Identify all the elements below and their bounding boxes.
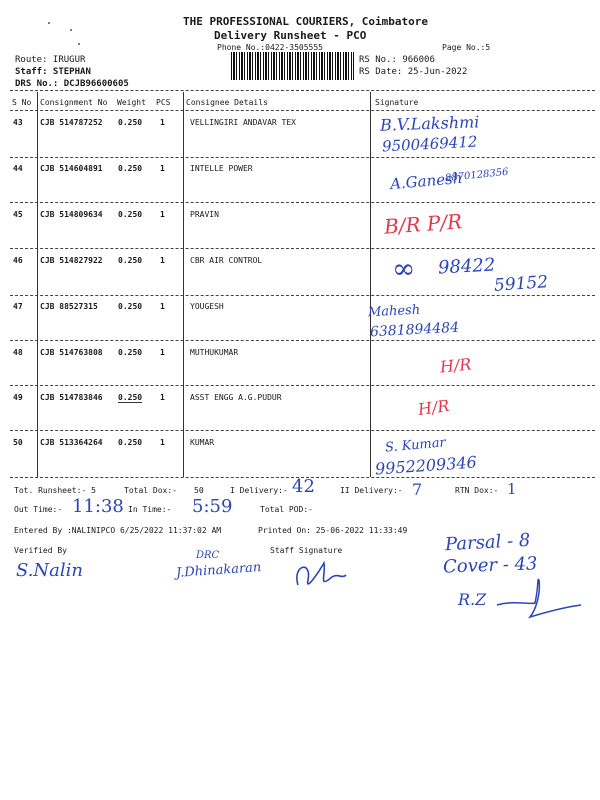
row-weight: 0.250 — [118, 348, 143, 357]
row-consignment: CJB 514604891 — [40, 164, 103, 173]
row-signature-phone: 59152 — [493, 272, 549, 296]
verified-signature: S.Nalin — [16, 560, 83, 581]
row-signature-phone: 9952209346 — [374, 452, 478, 479]
verified-by-label: Verified By — [14, 546, 67, 555]
drc-signature: DRC — [196, 550, 220, 561]
row-sno: 46 — [13, 256, 23, 265]
header-rule — [10, 110, 595, 111]
row-pcs: 1 — [160, 302, 165, 311]
company-name: THE PROFESSIONAL COURIERS, Coimbatore — [183, 15, 429, 28]
row-signature: H/R — [439, 354, 473, 377]
row-consignment: CJB 514809634 — [40, 210, 103, 219]
row-signature-phone: 8870128356 — [444, 166, 510, 185]
row-rule — [10, 295, 595, 296]
col-pcs: PCS — [156, 98, 171, 107]
row-consignee: KUMAR — [190, 438, 215, 447]
col-signature: Signature — [375, 98, 419, 107]
row-sno: 44 — [13, 164, 23, 173]
cover-count-note: Cover - 43 — [442, 553, 538, 578]
row-weight: 0.250 — [118, 164, 143, 173]
row-pcs: 1 — [160, 210, 165, 219]
row-sno: 45 — [13, 210, 23, 219]
in-time-label: In Time:- — [128, 505, 172, 514]
col-divider — [37, 92, 38, 477]
row-signature: S. Kumar — [384, 435, 447, 456]
col-weight: Weight — [117, 98, 146, 107]
row-rule — [10, 385, 595, 386]
entered-by: Entered By :NALINIPCO 6/25/2022 11:37:02 AM — [14, 526, 222, 535]
table-top-rule — [10, 90, 595, 91]
row-consignee: ASST ENGG A.G.PUDUR — [190, 393, 282, 402]
row-pcs: 1 — [160, 164, 165, 173]
rs-number: RS No.: 966006 — [359, 55, 435, 65]
phone-number: Phone No.:0422-3505555 — [217, 43, 323, 52]
page-number: Page No.:5 — [442, 43, 491, 52]
row-consignment: CJB 514827922 — [40, 256, 103, 265]
ii-delivery-label: II Delivery:- — [340, 486, 403, 495]
out-time-label: Out Time:- — [14, 505, 63, 514]
total-runsheet: Tot. Runsheet:- 5 — [14, 486, 96, 495]
receiver-initials: R.Z — [458, 590, 487, 609]
rs-date: RS Date: 25-Jun-2022 — [359, 67, 468, 77]
drc-name-signature: J.Dhinakaran — [175, 560, 262, 581]
row-consignee: MUTHUKUMAR — [190, 348, 239, 357]
row-consignee: CBR AIR CONTROL — [190, 256, 263, 265]
row-signature: B.V.Lakshmi — [379, 112, 480, 135]
i-delivery-value: 42 — [292, 476, 315, 497]
signature-scribble: ∞ — [392, 252, 416, 285]
row-signature-phone: 9500469412 — [381, 132, 478, 156]
row-consignment: CJB 514787252 — [40, 118, 103, 127]
in-time-value: 5:59 — [192, 496, 233, 517]
row-consignee: PRAVIN — [190, 210, 219, 219]
document-title: Delivery Runsheet - PCO — [214, 29, 367, 42]
row-rule — [10, 157, 595, 158]
row-consignment: CJB 513364264 — [40, 438, 103, 447]
total-pod-label: Total POD:- — [260, 505, 313, 514]
row-rule — [10, 202, 595, 203]
row-sno: 43 — [13, 118, 23, 127]
row-weight: 0.250 — [118, 256, 143, 265]
row-consignment: CJB 514763808 — [40, 348, 103, 357]
row-signature: Mahesh — [367, 302, 421, 321]
row-pcs: 1 — [160, 348, 165, 357]
scan-speck — [70, 29, 72, 31]
row-weight: 0.250 — [118, 210, 143, 219]
row-rule — [10, 248, 595, 249]
col-consignee: Consignee Details — [186, 98, 268, 107]
row-sno: 49 — [13, 393, 23, 402]
row-signature-phone: 6381894484 — [369, 319, 460, 341]
row-consignee: YOUGESH — [190, 302, 224, 311]
row-pcs: 1 — [160, 438, 165, 447]
row-signature: B/R P/R — [383, 209, 463, 239]
row-weight: 0.250 — [118, 393, 143, 402]
barcode — [231, 52, 354, 80]
rtn-dox-value: 1 — [507, 480, 517, 498]
row-rule — [10, 340, 595, 341]
row-sno: 47 — [13, 302, 23, 311]
i-delivery-label: I Delivery:- — [230, 486, 288, 495]
col-consignment: Consignment No — [40, 98, 108, 107]
staff-signature-label: Staff Signature — [270, 546, 343, 555]
row-signature: A.Ganesh — [389, 168, 464, 194]
parcel-count-note: Parsal - 8 — [444, 529, 531, 556]
col-divider — [370, 92, 371, 477]
drs-number: DRS No.: DCJB96600605 — [15, 79, 129, 89]
col-divider — [183, 92, 184, 477]
total-dox-label: Total Dox:- — [124, 486, 177, 495]
row-sno: 48 — [13, 348, 23, 357]
row-consignment: CJB 514783846 — [40, 393, 103, 402]
route-label: Route: IRUGUR — [15, 55, 86, 65]
total-dox-value: 50 — [194, 486, 204, 495]
row-consignee: VELLINGIRI ANDAVAR TEX — [190, 118, 296, 127]
row-rule — [10, 430, 595, 431]
rtn-dox-label: RTN Dox:- — [455, 486, 499, 495]
row-sno: 50 — [13, 438, 23, 447]
staff-signature-scribble — [290, 555, 350, 595]
row-weight: 0.250 — [118, 438, 143, 447]
printed-on: Printed On: 25-06-2022 11:33:49 — [258, 526, 408, 535]
row-pcs: 1 — [160, 256, 165, 265]
row-pcs: 1 — [160, 393, 165, 402]
row-consignee: INTELLE POWER — [190, 164, 253, 173]
col-sno: S No — [12, 98, 32, 107]
row-weight: 0.250 — [118, 118, 143, 127]
ii-delivery-value: 7 — [412, 480, 423, 499]
out-time-value: 11:38 — [72, 496, 124, 517]
scan-speck — [48, 22, 50, 24]
scan-speck — [78, 43, 80, 45]
row-consignment: CJB 88527315 — [40, 302, 98, 311]
row-weight: 0.250 — [118, 302, 143, 311]
row-signature: 98422 — [437, 254, 496, 279]
row-signature: H/R — [416, 395, 451, 420]
row-pcs: 1 — [160, 118, 165, 127]
staff-label: Staff: STEPHAN — [15, 67, 91, 77]
receiver-signature-stroke — [495, 575, 585, 620]
